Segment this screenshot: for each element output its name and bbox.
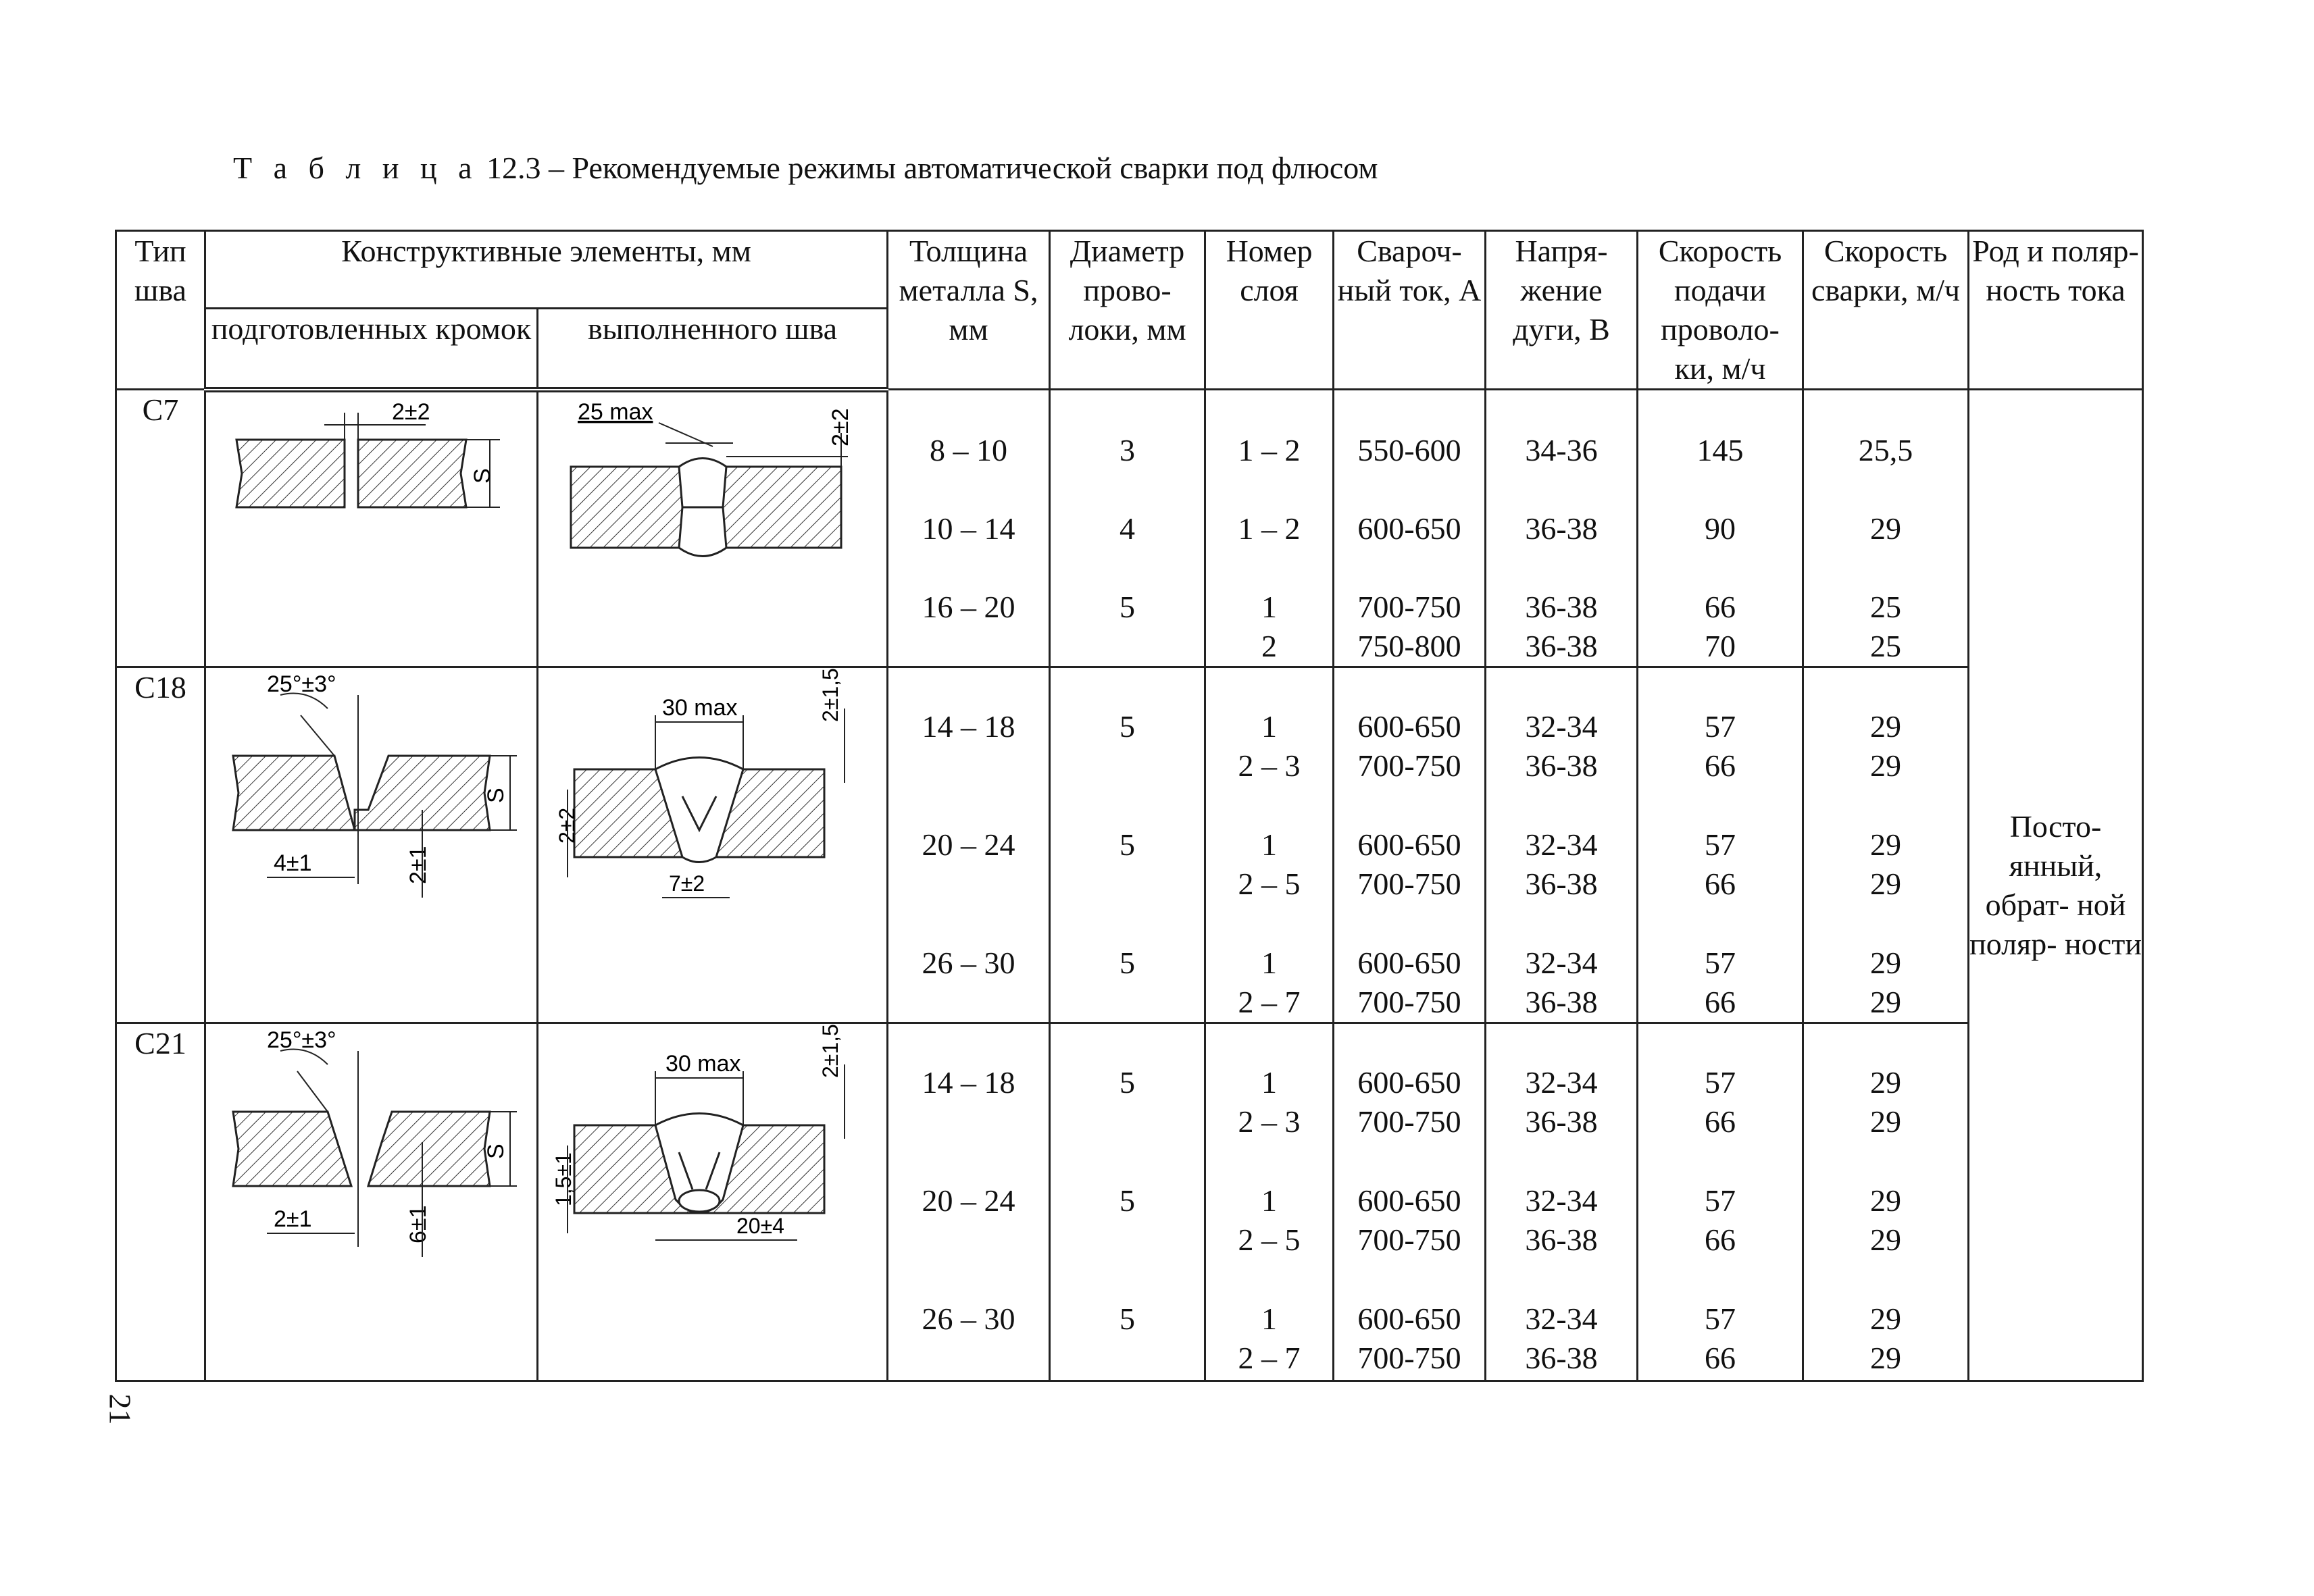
value: 29 [1870, 1104, 1902, 1139]
value: 90 [1705, 511, 1736, 546]
diameter-cell-c21 [1050, 1023, 1205, 1381]
value: 5 [1120, 827, 1136, 862]
value: 57 [1705, 709, 1736, 744]
value: 57 [1705, 1183, 1736, 1218]
weld-type-c21: С21 [116, 1023, 205, 1381]
value: 29 [1870, 709, 1902, 744]
value: 29 [1870, 748, 1902, 783]
layer-cell-c21 [1205, 1023, 1334, 1381]
value: 14 – 18 [922, 709, 1015, 744]
value: 29 [1870, 1183, 1902, 1218]
voltage-cell-c18 [1486, 667, 1638, 1023]
height-label-c7: 2±2 [827, 408, 853, 446]
value: 1 – 2 [1238, 511, 1301, 546]
value: 26 – 30 [922, 1302, 1015, 1336]
value: 32-34 [1525, 1302, 1598, 1336]
voltage-cell-c7 [1486, 390, 1638, 667]
speed-cell-c18 [1803, 667, 1969, 1023]
value: 550-600 [1357, 433, 1461, 467]
weld-type-c18: С18 [116, 667, 205, 1023]
value: 750-800 [1357, 629, 1461, 663]
value: 1 – 2 [1238, 433, 1301, 467]
value: 1 [1261, 1065, 1278, 1100]
header-layer: Номер слоя [1205, 231, 1334, 390]
thickness-label-c7: S [469, 467, 495, 484]
sketch-prepared-c21 [205, 1023, 538, 1381]
angle-label-c18: 25°±3° [266, 671, 336, 697]
value: 32-34 [1525, 827, 1598, 862]
value: 32-34 [1525, 1183, 1598, 1218]
header-constructive: Конструктивные элементы, мм [205, 231, 888, 309]
value: 34-36 [1525, 433, 1598, 467]
table-row-c18 [116, 667, 2143, 1023]
value: 700-750 [1357, 985, 1461, 1019]
thickness-cell-c18 [888, 667, 1050, 1023]
value: 3 [1120, 433, 1136, 467]
layer-cell-c18 [1205, 667, 1334, 1023]
speed-cell-c7 [1803, 390, 1969, 667]
value: 1 [1261, 827, 1278, 862]
back-label-c21: 1,5±1 [551, 1152, 576, 1206]
value: 600-650 [1357, 1065, 1461, 1100]
polarity-cell: Посто- янный, обрат- ной поляр- ности [1969, 390, 2143, 1381]
gap-label-c18: 4±1 [273, 850, 311, 876]
width-label-c7: 25 max [577, 398, 653, 425]
value: 25 [1870, 629, 1902, 663]
value: 2 – 3 [1238, 1104, 1301, 1139]
value: 66 [1705, 748, 1736, 783]
header-weld-speed: Скорость сварки, м/ч [1803, 231, 1969, 390]
butt-joint-square-sketch [223, 392, 520, 527]
diameter-cell-c7 [1050, 390, 1205, 667]
value: 57 [1705, 1302, 1736, 1336]
sketch-finished-c18 [538, 667, 888, 1023]
value: 5 [1120, 1183, 1136, 1218]
header-prepared: подготовленных кромок [205, 309, 538, 390]
diameter-cell-c18 [1050, 667, 1205, 1023]
value: 600-650 [1357, 1183, 1461, 1218]
feed-cell-c18 [1638, 667, 1803, 1023]
value: 29 [1870, 1341, 1902, 1375]
value: 36-38 [1525, 985, 1598, 1019]
value: 57 [1705, 827, 1736, 862]
thickness-label-c18: S [482, 788, 509, 803]
finished-weld-sketch-c7 [557, 392, 868, 568]
gap-label-c21: 2±1 [273, 1206, 311, 1232]
thickness-cell-c7 [888, 390, 1050, 667]
value: 36-38 [1525, 748, 1598, 783]
header-polarity: Род и поляр- ность тока [1969, 231, 2143, 390]
current-cell-c18 [1334, 667, 1486, 1023]
finished-weld-sketch-c18 [554, 668, 872, 911]
value: 600-650 [1357, 1302, 1461, 1336]
value: 36-38 [1525, 1104, 1598, 1139]
value: 29 [1870, 1065, 1902, 1100]
height-label-c18: 2±1,5 [818, 668, 842, 722]
value: 66 [1705, 1341, 1736, 1375]
sketch-prepared-c7 [205, 390, 538, 667]
value: 29 [1870, 827, 1902, 862]
value: 66 [1705, 1104, 1736, 1139]
value: 36-38 [1525, 1341, 1598, 1375]
value: 66 [1705, 867, 1736, 901]
header-type: Тип шва [116, 231, 205, 390]
thickness-label-c21: S [482, 1143, 509, 1159]
width-label-c18: 30 max [661, 695, 737, 721]
value: 8 – 10 [930, 433, 1008, 467]
thickness-cell-c21 [888, 1023, 1050, 1381]
root-width-label-c21: 20±4 [736, 1214, 784, 1238]
value: 29 [1870, 985, 1902, 1019]
weld-type-c7: С7 [116, 390, 205, 667]
value: 36-38 [1525, 511, 1598, 546]
table-row-c7 [116, 390, 2143, 667]
table-row-c21 [116, 1023, 2143, 1381]
header-diameter: Диаметр прово- локи, мм [1050, 231, 1205, 390]
value: 2 [1261, 629, 1278, 663]
page-number: 21 [103, 1393, 138, 1425]
layer-cell-c7 [1205, 390, 1334, 667]
value: 29 [1870, 1222, 1902, 1257]
value: 5 [1120, 1065, 1136, 1100]
value: 36-38 [1525, 629, 1598, 663]
current-cell-c7 [1334, 390, 1486, 667]
value: 600-650 [1357, 827, 1461, 862]
value: 2 – 7 [1238, 985, 1301, 1019]
height-label-c21: 2±1,5 [818, 1024, 842, 1078]
value: 5 [1120, 709, 1136, 744]
header-voltage: Напря- жение дуги, В [1486, 231, 1638, 390]
sketch-finished-c7 [538, 390, 888, 667]
value: 700-750 [1357, 748, 1461, 783]
gap-label-c7: 2±2 [391, 398, 430, 425]
caption-label: Т а б л и ц а [233, 151, 479, 185]
sketch-prepared-c18 [205, 667, 538, 1023]
value: 26 – 30 [922, 946, 1015, 980]
table-caption [233, 150, 1378, 186]
feed-cell-c21 [1638, 1023, 1803, 1381]
value: 700-750 [1357, 1341, 1461, 1375]
value: 66 [1705, 1222, 1736, 1257]
value: 29 [1870, 867, 1902, 901]
value: 2 – 5 [1238, 1222, 1301, 1257]
header-finished: выполненного шва [538, 309, 888, 390]
value: 36-38 [1525, 1222, 1598, 1257]
value: 145 [1696, 433, 1744, 467]
root-label-c21: 6±1 [405, 1205, 431, 1243]
value: 32-34 [1525, 946, 1598, 980]
sketch-finished-c21 [538, 1023, 888, 1381]
speed-cell-c21 [1803, 1023, 1969, 1381]
value: 1 [1261, 709, 1278, 744]
feed-cell-c7 [1638, 390, 1803, 667]
value: 25,5 [1858, 433, 1913, 467]
back-label-c18: 2±2 [554, 807, 579, 844]
value: 2 – 7 [1238, 1341, 1301, 1375]
value: 700-750 [1357, 867, 1461, 901]
value: 1 [1261, 1183, 1278, 1218]
value: 70 [1705, 629, 1736, 663]
value: 36-38 [1525, 867, 1598, 901]
value: 32-34 [1525, 709, 1598, 744]
value: 25 [1870, 590, 1902, 624]
value: 29 [1870, 1302, 1902, 1336]
value: 600-650 [1357, 511, 1461, 546]
value: 700-750 [1357, 590, 1461, 624]
value: 1 [1261, 590, 1278, 624]
angle-label-c21: 25°±3° [266, 1027, 336, 1053]
value: 2 – 5 [1238, 867, 1301, 901]
value: 700-750 [1357, 1222, 1461, 1257]
header-thickness: Толщина металла S, мм [888, 231, 1050, 390]
root-label-c18: 2±1 [405, 846, 431, 884]
header-current: Свароч- ный ток, А [1334, 231, 1486, 390]
value: 1 [1261, 1302, 1278, 1336]
value: 5 [1120, 1302, 1136, 1336]
current-cell-c21 [1334, 1023, 1486, 1381]
value: 32-34 [1525, 1065, 1598, 1100]
value: 5 [1120, 590, 1136, 624]
welding-modes-table [115, 230, 2144, 1382]
caption-text: 12.3 – Рекомендуемые режимы автоматической сварки под флюсом [486, 151, 1378, 185]
voltage-cell-c21 [1486, 1023, 1638, 1381]
finished-weld-sketch-c21 [551, 1024, 872, 1267]
value: 2 – 3 [1238, 748, 1301, 783]
value: 14 – 18 [922, 1065, 1015, 1100]
value: 57 [1705, 1065, 1736, 1100]
value: 1 [1261, 946, 1278, 980]
v-groove-root-sketch [220, 1024, 524, 1267]
value: 20 – 24 [922, 1183, 1015, 1218]
value: 36-38 [1525, 590, 1598, 624]
value: 4 [1120, 511, 1136, 546]
v-groove-prepared-sketch [220, 668, 524, 911]
root-width-label-c18: 7±2 [668, 871, 705, 896]
value: 29 [1870, 946, 1902, 980]
value: 66 [1705, 985, 1736, 1019]
value: 16 – 20 [922, 590, 1015, 624]
value: 29 [1870, 511, 1902, 546]
header-row-1 [116, 231, 2143, 309]
value: 66 [1705, 590, 1736, 624]
value: 5 [1120, 946, 1136, 980]
value: 700-750 [1357, 1104, 1461, 1139]
value: 10 – 14 [922, 511, 1015, 546]
value: 600-650 [1357, 709, 1461, 744]
value: 57 [1705, 946, 1736, 980]
value: 20 – 24 [922, 827, 1015, 862]
value: 600-650 [1357, 946, 1461, 980]
header-feed-speed: Скорость подачи проволо- ки, м/ч [1638, 231, 1803, 390]
width-label-c21: 30 max [665, 1051, 740, 1077]
